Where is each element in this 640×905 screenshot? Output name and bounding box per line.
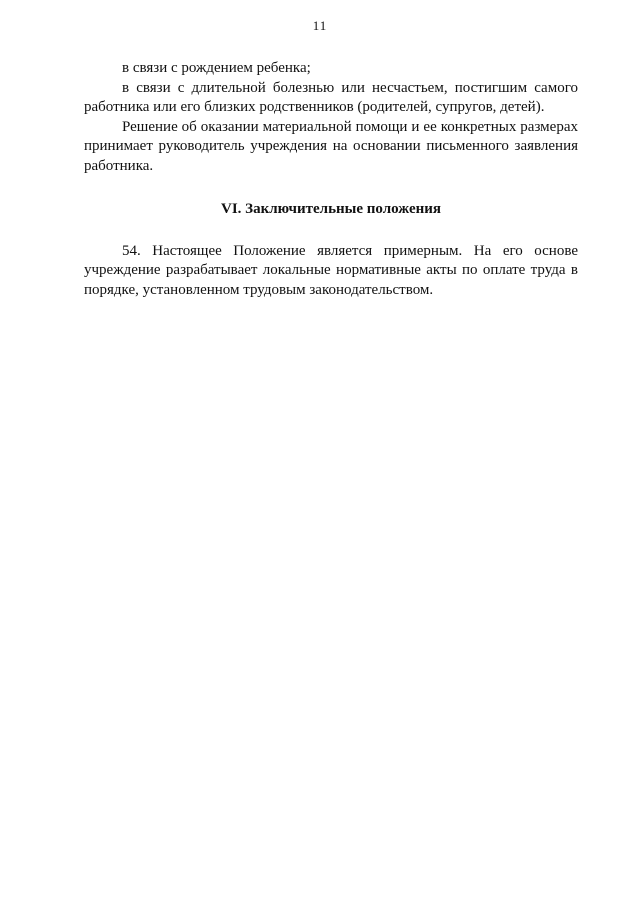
paragraph-illness: в связи с длительной болезнью или несчастьем, постигшим самого работника или его близких родственников (родителей, супругов, детей).: [84, 79, 578, 115]
paragraph-childbirth: в связи с рождением ребенка;: [122, 60, 311, 76]
section-heading: VI. Заключительные положения: [221, 201, 441, 217]
document-body: [84, 59, 578, 300]
paragraph-54: 54. Настоящее Положение является примерным. На его основе учреждение разрабатывает локальные нормативные акты по оплате труда в порядке, установленном трудовым законодательством.: [84, 242, 578, 298]
paragraph-decision: Решение об оказании материальной помощи и ее конкретных размерах принимает руководитель учреждения на основании письменного заявления работника.: [84, 118, 578, 174]
page-number: 11: [312, 18, 328, 33]
